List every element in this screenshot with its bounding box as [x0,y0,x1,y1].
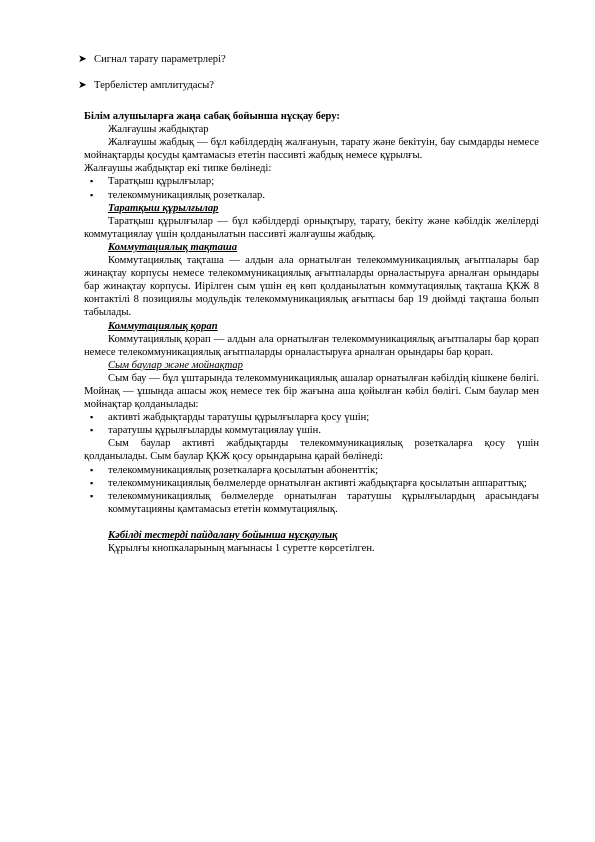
bullet-list [84,464,539,516]
paragraph: Коммутациялық тақташа — алдын ала орнатылған телекоммуникациялық ағытпалары бар жинақтау корпусы немесе телекоммуникациялық ағытпаларды орналастыруға арналған орындары бар жинақтау корпусы. Иірілген сым үшін ең көп қолданылатын коммутациялық тақташа ҚКЖ 8 контактілі 8 позициялы модульдік телекоммуникациялық ағытпасы бар 19 дюймді тақташа болып табылады. [84,255,539,319]
list-item: ▪ телекоммуникациялық розеткаларға қосылатын абоненттік; [90,464,379,476]
question-text: Сигнал тарату параметрлері? [94,54,226,65]
square-bullet-icon: ▪ [90,477,94,488]
paragraph: Жалғаушы жабдықтар екі типке бөлінеді: [84,163,272,175]
question-item [78,53,226,66]
bullet-list [84,175,539,201]
square-bullet-icon: ▪ [90,464,94,475]
section-title: Коммутациялық тақташа [108,241,238,253]
square-bullet-icon: ▪ [90,176,94,187]
question-text: Тербелістер амплитудасы? [94,80,214,91]
paragraph: Сым баулар активті жабдықтарды телекоммуникациялық розеткаларға қосу үшін қолданылады. Сым баулар ҚКЖ қосу орындарына қарай бөлінеді: [84,438,539,463]
paragraph: Жалғаушы жабдық — бұл кәбілдердің жалғануын, тарату және бекітуін, бау сымдарды немесе мойнақтарды қосуды қамтамасыз ететін пассивті жабдық немесе құрылғы. [84,137,539,162]
square-bullet-icon: ▪ [90,189,94,200]
section-title: Сым баулар және мойнақтар [108,359,243,371]
intro-heading: Білім алушыларға жаңа сабақ бойынша нұсқау беру: [84,111,340,122]
document-body [84,110,539,555]
spacer [84,516,539,529]
list-item: ▪ телекоммуникациялық розеткалар. [90,189,265,201]
paragraph: Құрылғы кнопкаларының мағынасы 1 суретте көрсетілген. [108,543,375,554]
square-bullet-icon: ▪ [90,412,94,423]
list-item: ▪ Таратқыш құрылғылар; [90,176,215,188]
arrow-bullet-icon: ➤ [78,80,87,91]
list-item: ▪ таратушы құрылғыларды коммутациялау үшін. [90,425,321,437]
list-item: ▪ телекоммуникациялық бөлмелерде орнатылған таратушы құрылғылардың арасындағы коммутацияны қамтамасыз ететін коммутациялық. [90,490,539,515]
list-item: ▪ активті жабдықтарды таратушы құрылғыларға қосу үшін; [90,412,370,424]
section-title: Коммутациялық қорап [108,320,218,332]
square-bullet-icon: ▪ [90,425,94,436]
section-title: Жалғаушы жабдықтар [108,124,209,136]
bullet-list [84,411,539,437]
arrow-bullet-icon: ➤ [78,54,87,65]
list-item: ▪ телекоммуникациялық бөлмелерде орнатылған активті жабдықтарға қосылатын аппараттық; [90,477,527,489]
section-title: Таратқыш құрылғылар [108,202,219,214]
question-item [78,79,214,92]
paragraph: Таратқыш құрылғылар — бұл кәбілдерді орнықтыру, тарату, бекіту және кәбілдік желілерді коммутациялау үшін қолданылатын пассивті жалғаушы жабдық. [84,215,539,240]
section-title: Кәбілді тестерді пайдалану бойынша нұсқаулық [108,529,338,541]
paragraph: Сым бау — бұл ұштарында телекоммуникациялық ашалар орнатылған кәбілдің кішкене бөлігі. Мойнақ — ұшында ашасы жоқ немесе тек бір жағына аша қойылған кәбіл бөлігі. Сым баулар мен мойнақтар қолданылады: [84,372,539,411]
paragraph: Коммутациялық қорап — алдын ала орнатылған телекоммуникациялық ағытпалары бар қорап немесе телекоммуникациялық ағытпаларды орналастыруға арналған орындары бар қорап. [84,333,539,358]
square-bullet-icon: ▪ [90,490,94,501]
